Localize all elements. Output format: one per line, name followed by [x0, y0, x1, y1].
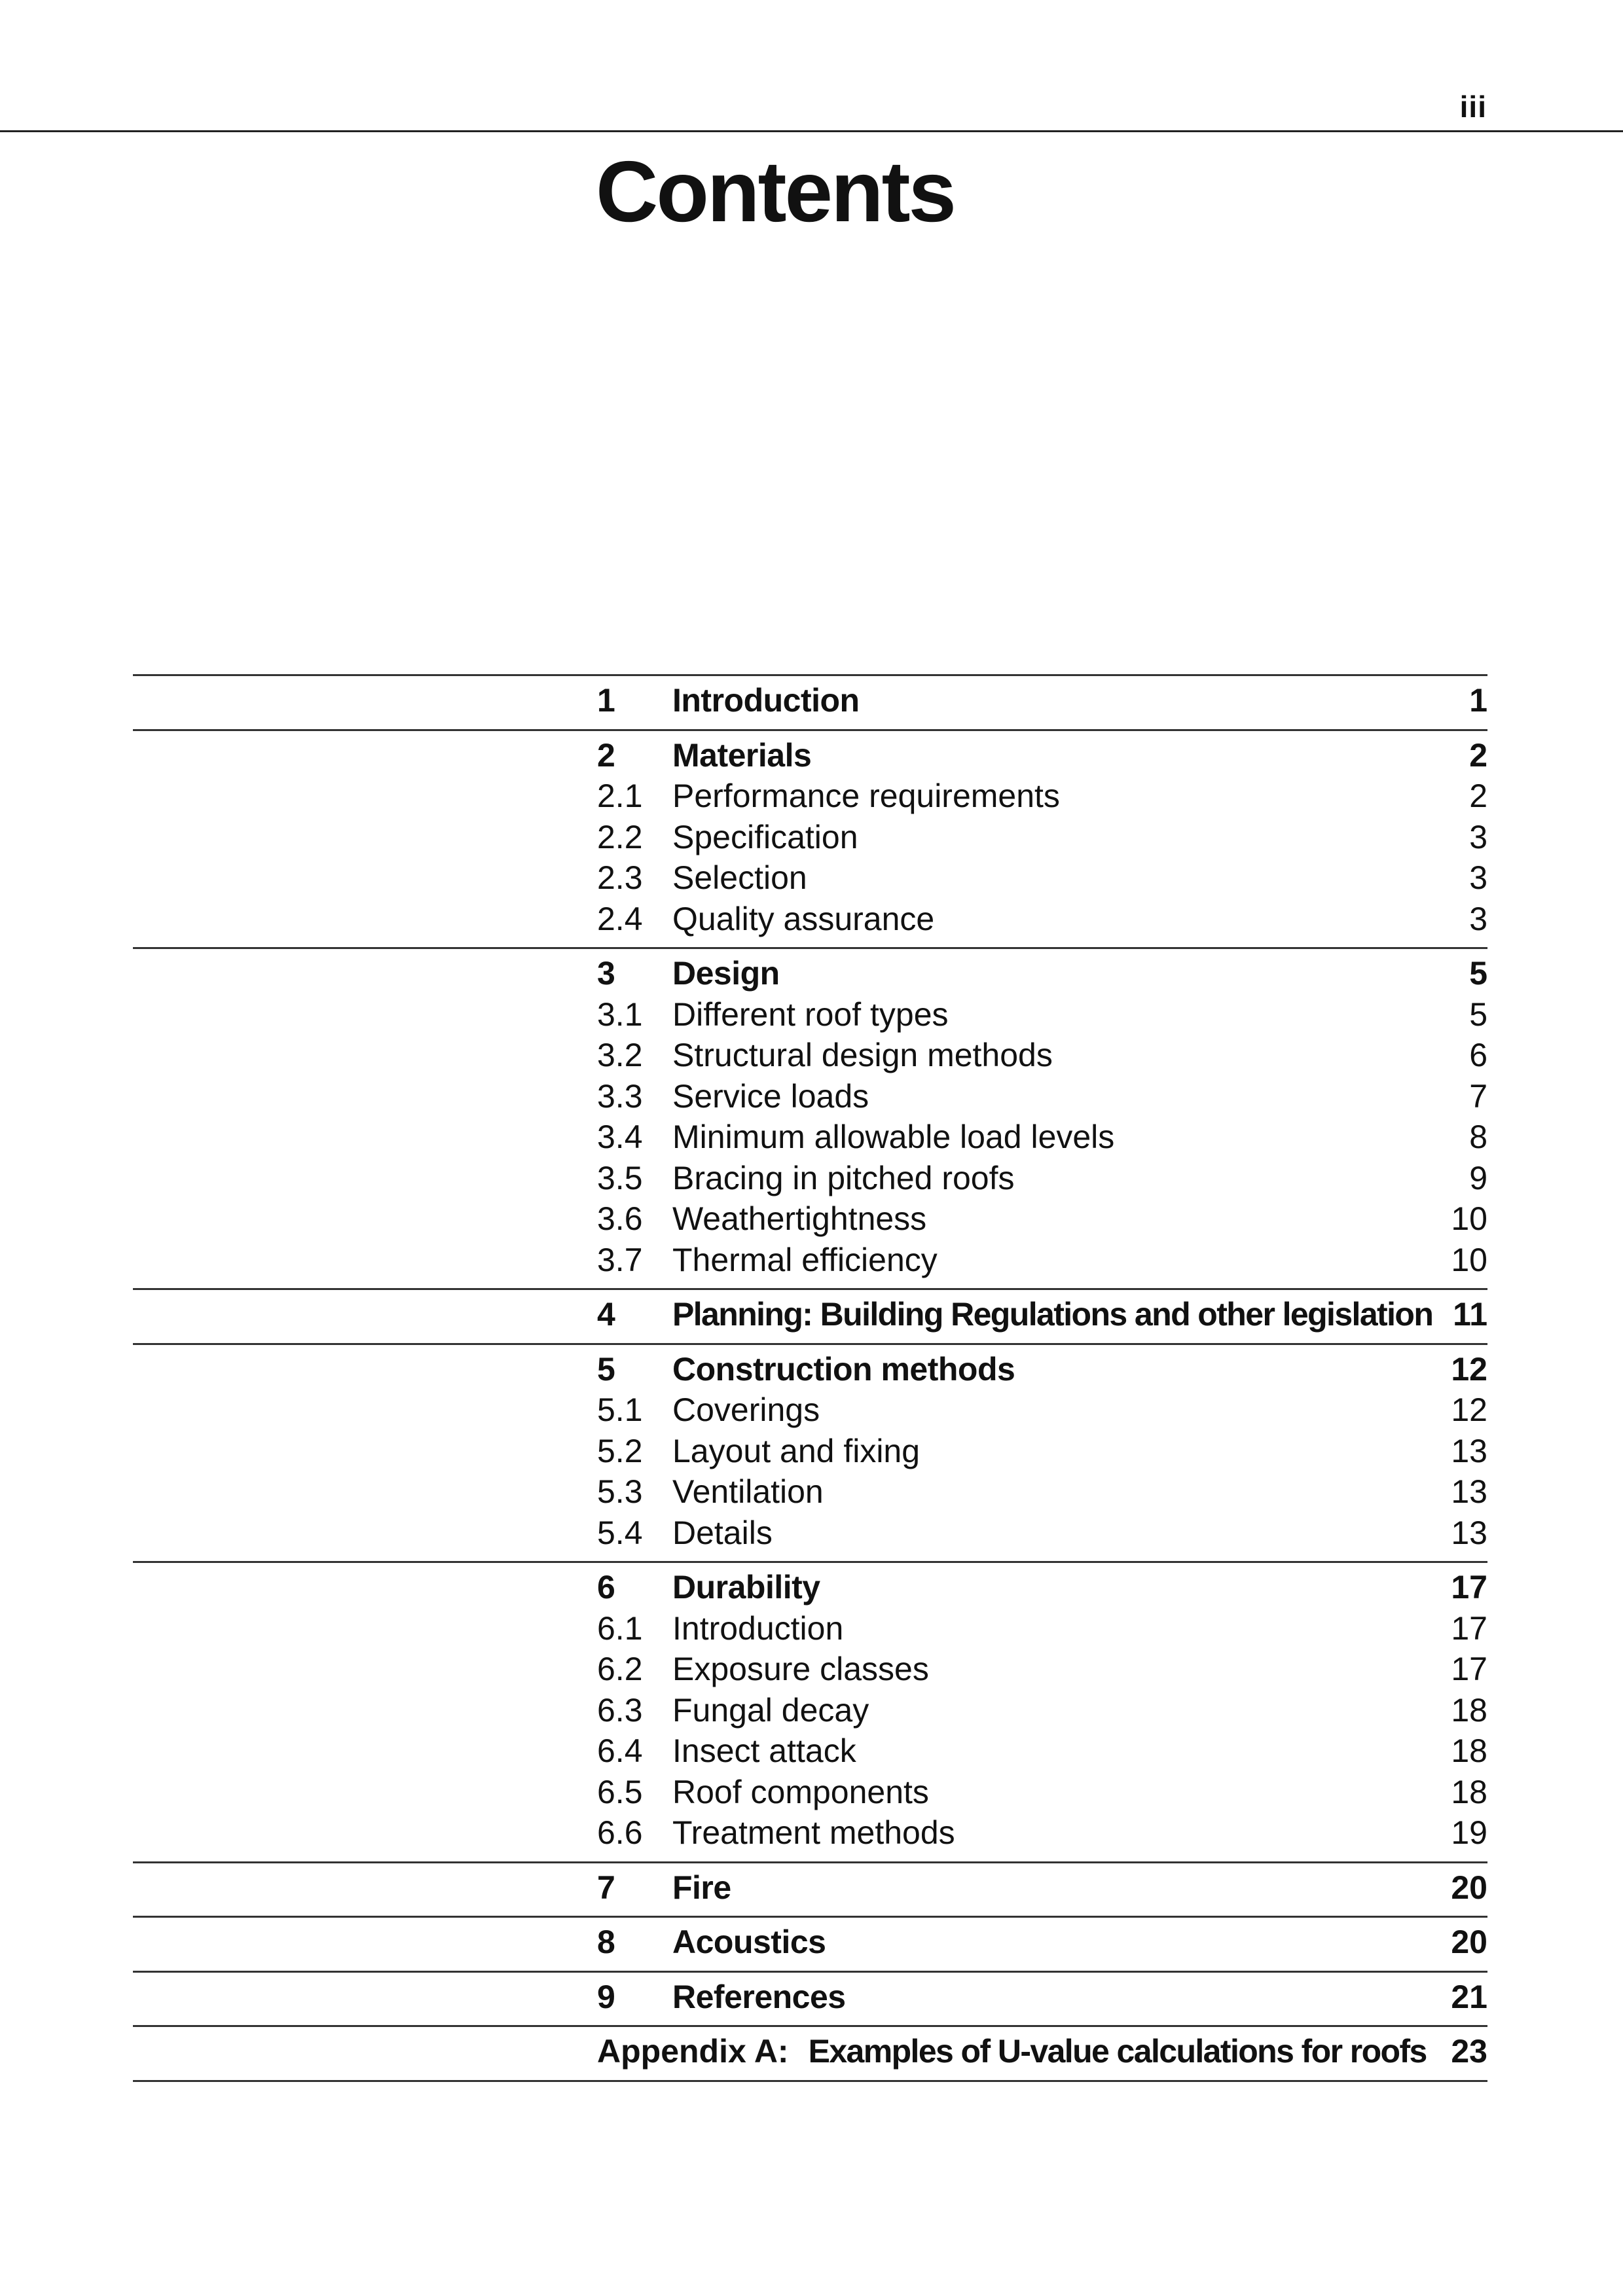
appendix-number: Appendix A:	[597, 2033, 789, 2070]
toc-group-7	[133, 1861, 1487, 1916]
appendix-page: 23	[1451, 2033, 1487, 2070]
toc-chapter[interactable]	[133, 1567, 1487, 1608]
section-number: 6.2	[597, 1651, 643, 1687]
chapter-page: 17	[1451, 1569, 1487, 1605]
section-page: 3	[1469, 818, 1487, 855]
section-page: 3	[1469, 900, 1487, 937]
toc-section[interactable]	[133, 994, 1487, 1035]
toc-group-4	[133, 1288, 1487, 1343]
chapter-title: Durability	[672, 1569, 820, 1605]
section-page: 10	[1451, 1200, 1487, 1237]
chapter-number: 5	[597, 1350, 615, 1388]
section-page: 13	[1451, 1514, 1487, 1551]
section-title: Exposure classes	[672, 1651, 929, 1687]
section-title: Specification	[672, 818, 858, 855]
toc-group-8	[133, 1916, 1487, 1971]
section-title: Structural design methods	[672, 1037, 1053, 1073]
section-page: 8	[1469, 1119, 1487, 1155]
toc-section[interactable]	[133, 1471, 1487, 1513]
appendix-title: Examples of U-value calculations for roofs	[808, 2033, 1427, 2070]
section-number: 2.1	[597, 778, 643, 814]
chapter-title: Introduction	[672, 682, 860, 719]
chapter-page: 12	[1451, 1350, 1487, 1388]
section-number: 3.1	[597, 996, 643, 1033]
chapter-title: Planning: Building Regulations and other legislation	[672, 1296, 1433, 1333]
section-title: Selection	[672, 859, 807, 896]
section-title: Quality assurance	[672, 900, 935, 937]
toc-section[interactable]	[133, 1035, 1487, 1076]
toc-group-6	[133, 1561, 1487, 1861]
section-title: Different roof types	[672, 996, 949, 1033]
section-number: 6.4	[597, 1732, 643, 1769]
section-title: Roof components	[672, 1773, 929, 1810]
section-number: 5.1	[597, 1391, 643, 1428]
section-number: 5.2	[597, 1432, 643, 1469]
toc-section[interactable]	[133, 1431, 1487, 1472]
toc-section[interactable]	[133, 1240, 1487, 1281]
section-number: 6.6	[597, 1814, 643, 1851]
section-title: Weathertightness	[672, 1200, 927, 1237]
chapter-title: Acoustics	[672, 1924, 826, 1960]
toc-section[interactable]	[133, 857, 1487, 899]
toc-chapter[interactable]	[133, 1977, 1487, 2018]
chapter-page: 1	[1469, 682, 1487, 719]
section-number: 3.4	[597, 1119, 643, 1155]
section-title: Introduction	[672, 1609, 844, 1647]
section-title: Coverings	[672, 1391, 820, 1428]
section-title: Ventilation	[672, 1473, 824, 1510]
section-page: 18	[1451, 1691, 1487, 1729]
section-number: 3.3	[597, 1077, 643, 1115]
toc-group-5	[133, 1343, 1487, 1562]
section-page: 10	[1451, 1241, 1487, 1278]
table-of-contents	[133, 674, 1487, 2082]
toc-section[interactable]	[133, 899, 1487, 940]
section-title: Minimum allowable load levels	[672, 1119, 1115, 1155]
chapter-title: References	[672, 1978, 846, 2015]
toc-chapter[interactable]	[133, 1349, 1487, 1390]
toc-section[interactable]	[133, 1812, 1487, 1854]
toc-section[interactable]	[133, 1731, 1487, 1772]
toc-section[interactable]	[133, 1608, 1487, 1649]
chapter-title: Fire	[672, 1869, 731, 1906]
section-page: 17	[1451, 1609, 1487, 1647]
toc-section[interactable]	[133, 1390, 1487, 1431]
section-number: 6.5	[597, 1773, 643, 1810]
section-page: 19	[1451, 1814, 1487, 1851]
page-number: iii	[1459, 90, 1487, 124]
header-rule	[0, 130, 1623, 132]
section-number: 6.1	[597, 1609, 643, 1647]
chapter-page: 5	[1469, 955, 1487, 992]
toc-chapter[interactable]	[133, 680, 1487, 721]
section-number: 5.4	[597, 1514, 643, 1551]
section-title: Details	[672, 1514, 773, 1551]
section-title: Fungal decay	[672, 1691, 869, 1729]
toc-section[interactable]	[133, 1158, 1487, 1199]
toc-chapter[interactable]	[133, 1922, 1487, 1963]
section-number: 2.2	[597, 818, 643, 855]
page-title: Contents	[596, 143, 955, 240]
chapter-page: 20	[1451, 1924, 1487, 1960]
chapter-number: 8	[597, 1924, 615, 1960]
chapter-page: 20	[1451, 1869, 1487, 1906]
chapter-title: Materials	[672, 736, 812, 774]
chapter-page: 11	[1453, 1296, 1487, 1333]
toc-section[interactable]	[133, 1690, 1487, 1731]
section-page: 13	[1451, 1432, 1487, 1469]
section-number: 2.4	[597, 900, 643, 937]
section-title: Thermal efficiency	[672, 1241, 938, 1278]
section-title: Layout and fixing	[672, 1432, 921, 1469]
chapter-page: 2	[1469, 736, 1487, 774]
section-page: 7	[1469, 1077, 1487, 1115]
toc-chapter[interactable]	[133, 1294, 1487, 1335]
chapter-number: 6	[597, 1569, 615, 1605]
section-page: 2	[1469, 778, 1487, 814]
toc-appendix[interactable]	[133, 2031, 1487, 2072]
chapter-number: 9	[597, 1978, 615, 2015]
toc-section[interactable]	[133, 1649, 1487, 1690]
chapter-number: 3	[597, 955, 615, 992]
section-page: 3	[1469, 859, 1487, 896]
toc-chapter[interactable]	[133, 953, 1487, 994]
section-page: 13	[1451, 1473, 1487, 1510]
section-title: Performance requirements	[672, 778, 1060, 814]
section-title: Service loads	[672, 1077, 869, 1115]
chapter-number: 7	[597, 1869, 615, 1906]
chapter-title: Construction methods	[672, 1350, 1015, 1388]
toc-group-2	[133, 729, 1487, 948]
toc-group-appendix	[133, 2025, 1487, 2082]
toc-chapter[interactable]	[133, 735, 1487, 776]
section-number: 3.2	[597, 1037, 643, 1073]
section-number: 3.7	[597, 1241, 643, 1278]
toc-section[interactable]	[133, 817, 1487, 858]
section-page: 12	[1451, 1391, 1487, 1428]
section-page: 6	[1469, 1037, 1487, 1073]
section-page: 17	[1451, 1651, 1487, 1687]
toc-group-1	[133, 674, 1487, 729]
section-page: 9	[1469, 1159, 1487, 1196]
chapter-number: 4	[597, 1296, 615, 1333]
section-number: 6.3	[597, 1691, 643, 1729]
section-number: 2.3	[597, 859, 643, 896]
section-title: Bracing in pitched roofs	[672, 1159, 1015, 1196]
chapter-number: 2	[597, 736, 615, 774]
toc-section[interactable]	[133, 1076, 1487, 1117]
section-title: Treatment methods	[672, 1814, 955, 1851]
chapter-page: 21	[1451, 1978, 1487, 2015]
section-page: 18	[1451, 1773, 1487, 1810]
toc-chapter[interactable]	[133, 1867, 1487, 1909]
section-page: 18	[1451, 1732, 1487, 1769]
toc-section[interactable]	[133, 1198, 1487, 1240]
section-title: Insect attack	[672, 1732, 856, 1769]
toc-group-9	[133, 1971, 1487, 2026]
section-number: 3.6	[597, 1200, 643, 1237]
section-number: 5.3	[597, 1473, 643, 1510]
chapter-title: Design	[672, 955, 780, 992]
toc-section[interactable]	[133, 1772, 1487, 1813]
chapter-number: 1	[597, 682, 615, 719]
toc-section[interactable]	[133, 1513, 1487, 1554]
toc-section[interactable]	[133, 1117, 1487, 1158]
section-number: 3.5	[597, 1159, 643, 1196]
toc-group-3	[133, 947, 1487, 1288]
toc-section[interactable]	[133, 776, 1487, 817]
section-page: 5	[1469, 996, 1487, 1033]
